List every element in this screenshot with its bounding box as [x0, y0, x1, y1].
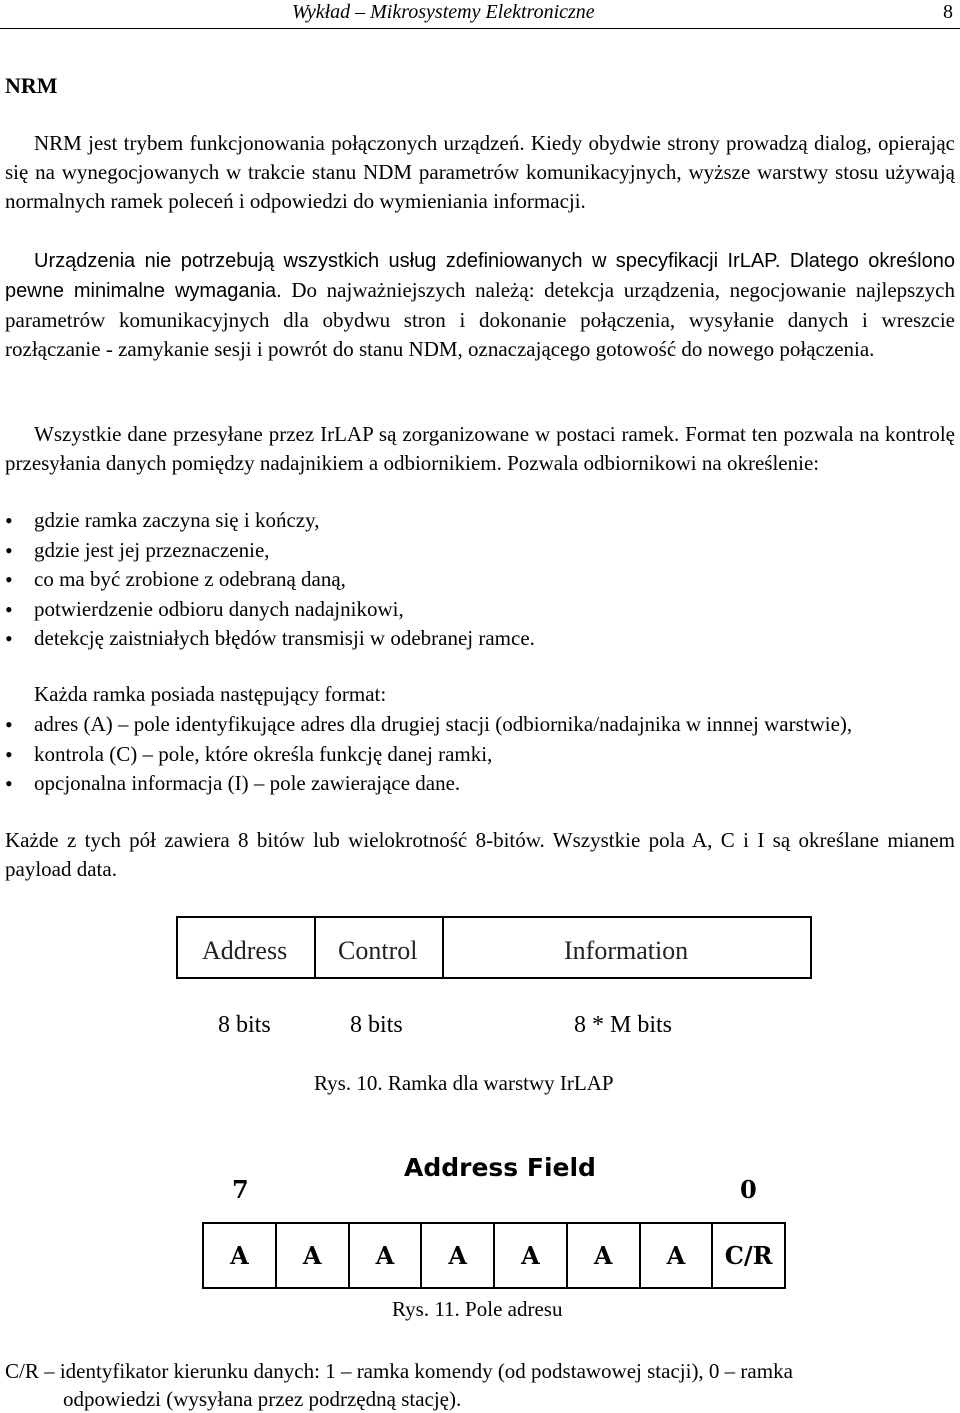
frame-format-diagram — [176, 916, 812, 979]
address-bit-cell: A — [641, 1224, 714, 1287]
size-address: 8 bits — [218, 1012, 271, 1038]
receiver-capabilities-list — [5, 506, 955, 654]
address-bit-cell: A — [350, 1224, 423, 1287]
address-bit-cell: A — [495, 1224, 568, 1287]
paragraph-frames: Wszystkie dane przesyłane przez IrLAP są zorganizowane w postaci ramek. Format ten pozwala na kontrolę przesyłania danych pomiędzy nadajnikiem a odbiornikiem. Pozwala odbiornikowi na określenie: — [5, 422, 955, 475]
address-bit-cell: A — [204, 1224, 277, 1287]
list-item: • kontrola (C) – pole, które określa funkcję danej ramki, — [5, 740, 955, 770]
list-item: • potwierdzenie odbioru danych nadajnikowi, — [5, 595, 955, 625]
field-information: Information — [564, 936, 689, 965]
address-bit-cell: A — [277, 1224, 350, 1287]
size-control: 8 bits — [350, 1012, 403, 1038]
list-item: • detekcję zaistniałych błędów transmisji w odebranej ramce. — [5, 624, 955, 654]
cr-definition-line-2: odpowiedzi (wysyłana przez podrzędną stację). — [63, 1387, 462, 1411]
lsb-label: 0 — [740, 1175, 757, 1204]
figure-11-caption: Rys. 11. Pole adresu — [392, 1297, 563, 1321]
list-item: • co ma być zrobione z odebraną daną, — [5, 565, 955, 595]
cr-definition — [5, 1357, 955, 1413]
field-address: Address — [202, 936, 288, 965]
address-field-diagram — [202, 1222, 786, 1289]
header-title: Wykład – Mikrosystemy Elektroniczne — [292, 1, 595, 23]
field-divider — [442, 918, 444, 977]
cr-definition-line-1: C/R – identyfikator kierunku danych: 1 – ramka komendy (od podstawowej stacji), 0 – ramka — [5, 1359, 793, 1383]
address-bit-cell: A — [568, 1224, 641, 1287]
list-item: • adres (A) – pole identyfikujące adres dla drugiej stacji (odbiornika/nadajnika w innnej warstwie), — [5, 710, 955, 740]
paragraph-payload: Każde z tych pół zawiera 8 bitów lub wielokrotność 8-bitów. Wszystkie pola A, C i I są określane mianem payload data. — [5, 828, 955, 881]
paragraph-format: Każda ramka posiada następujący format: — [34, 682, 387, 706]
page-number: 8 — [943, 1, 953, 23]
address-field-title: Address Field — [404, 1153, 596, 1182]
paragraph-nrm: NRM jest trybem funkcjonowania połączonych urządzeń. Kiedy obydwie strony prowadzą dialog, opierając się na wynegocjowanych w trakcie stanu NDM parametrów komunikacyjnych, wyższe warstwy stosu używają normalnych ramek poleceń i odpowiedzi do wymieniania informacji. — [5, 131, 955, 213]
field-control: Control — [338, 936, 418, 965]
paragraph-requirements — [5, 246, 955, 364]
frame-fields-list — [5, 710, 955, 799]
page-header — [0, 0, 960, 29]
field-divider — [314, 918, 316, 977]
list-item: • gdzie jest jej przeznaczenie, — [5, 536, 955, 566]
list-item: • opcjonalna informacja (I) – pole zawierające dane. — [5, 769, 955, 799]
figure-10-caption: Rys. 10. Ramka dla warstwy IrLAP — [314, 1071, 614, 1095]
section-heading: NRM — [5, 73, 58, 98]
size-information: 8 * M bits — [574, 1012, 673, 1038]
paragraph-requirements-sans: Urządzenia nie potrzebują wszystkich usług zdefiniowanych w specyfikacji IrLAP. Dlatego określono pewne minimalne wymagania. — [5, 250, 955, 302]
list-item: • gdzie ramka zaczyna się i kończy, — [5, 506, 955, 536]
cr-bit-cell: C/R — [724, 1241, 773, 1270]
paragraph-requirements-serif: Do najważniejszych należą: detekcja urządzenia, negocjowanie najlepszych parametrów komunikacyjnych dla obydwu stron i dokonanie połączenia, wysyłanie danych i wreszcie rozłączanie - zamykanie sesji i powrót do stanu NDM, oznaczającego gotowość do nowego połączenia. — [5, 278, 955, 361]
msb-label: 7 — [232, 1175, 249, 1204]
address-bit-cell: A — [422, 1224, 495, 1287]
